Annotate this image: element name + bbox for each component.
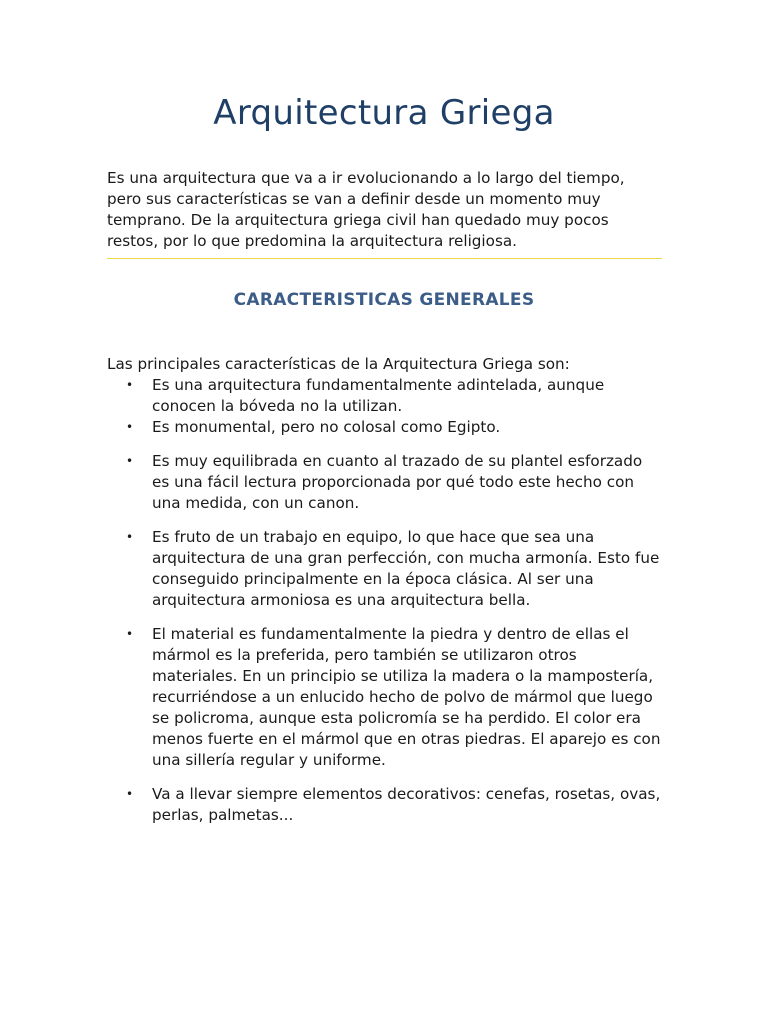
divider-line xyxy=(107,258,662,259)
intro-paragraph: Es una arquitectura que va a ir evolucionando a lo largo del tiempo, pero sus características se van a definir desde un momento muy temprano. De la arquitectura griega civil han quedado muy pocos restos, por lo que predomina la arquitectura religiosa. xyxy=(107,169,625,250)
page-title: Arquitectura Griega xyxy=(213,93,555,133)
bullet-icon: • xyxy=(126,627,134,641)
features-list xyxy=(107,375,661,826)
list-item xyxy=(107,624,661,771)
list-item xyxy=(107,375,661,417)
bullet-icon: • xyxy=(126,787,134,801)
section-heading: CARACTERISTICAS GENERALES xyxy=(233,290,535,310)
list-item xyxy=(107,527,661,611)
bullet-icon: • xyxy=(126,454,134,468)
bullet-icon: • xyxy=(126,530,134,544)
list-item-text: Es fruto de un trabajo en equipo, lo que hace que sea una arquitectura de una gran perfección, con mucha armonía. Esto fue conseguido principalmente en la época clásica. Al ser una arquitectura armoniosa es una arquitectura bella. xyxy=(152,528,660,609)
bullet-icon: • xyxy=(126,378,134,392)
list-item-text: Es muy equilibrada en cuanto al trazado de su plantel esforzado es una fácil lectura proporcionada por qué todo este hecho con una medida, con un canon. xyxy=(152,452,643,512)
list-item xyxy=(107,784,661,826)
list-item xyxy=(107,451,661,514)
list-intro: Las principales características de la Arquitectura Griega son: xyxy=(107,355,570,373)
list-item-text: El material es fundamentalmente la piedra y dentro de ellas el mármol es la preferida, pero también se utilizaron otros materiales. En un principio se utiliza la madera o la mampostería, recurriéndose a un enlucido hecho de polvo de mármol que luego se policroma, aunque esta policromía se ha perdido. El color era menos fuerte en el mármol que en otras piedras. El aparejo es con una sillería regular y uniforme. xyxy=(152,625,661,769)
list-item-text: Es monumental, pero no colosal como Egipto. xyxy=(152,418,501,436)
bullet-icon: • xyxy=(126,420,134,434)
list-item-text: Es una arquitectura fundamentalmente adintelada, aunque conocen la bóveda no la utilizan. xyxy=(152,376,605,415)
list-item xyxy=(107,417,661,438)
list-item-text: Va a llevar siempre elementos decorativos: cenefas, rosetas, ovas, perlas, palmetas... xyxy=(152,785,661,824)
